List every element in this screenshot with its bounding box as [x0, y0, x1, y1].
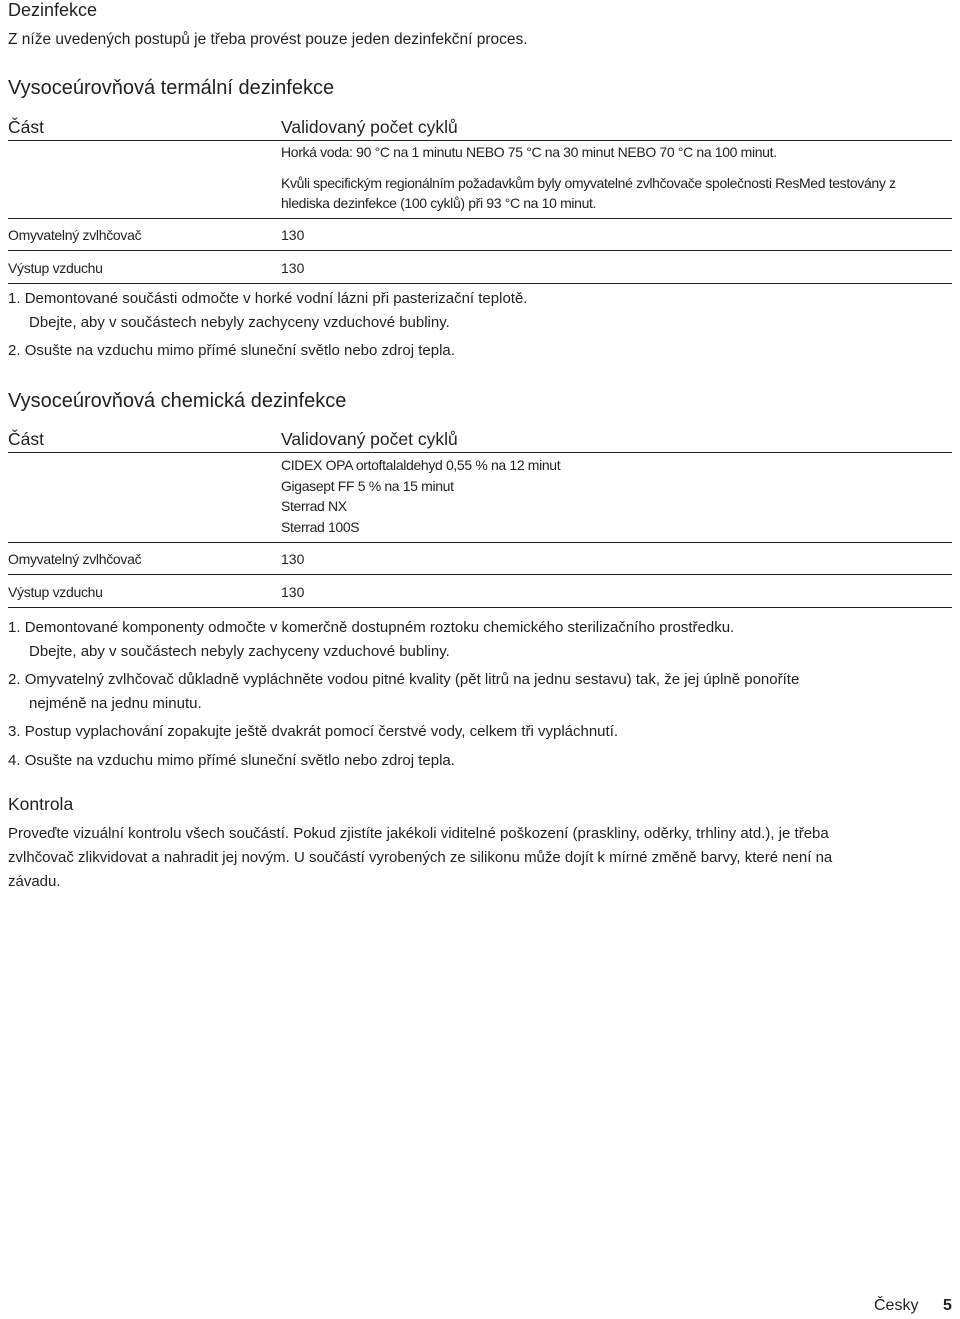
- step-number: 4. Osušte na vzduchu mimo přímé sluneční světlo nebo zdroj tepla.: [8, 752, 455, 769]
- chemical-table-divider: [8, 452, 952, 453]
- thermal-cycles-note: hlediska dezinfekce (100 cyklů) při 93 °C na 10 minut.: [281, 195, 597, 211]
- table-row-cycles: 130: [281, 584, 305, 600]
- table-row-part: Výstup vzduchu: [8, 260, 103, 276]
- step-number: 1. Demontované komponenty odmočte v komerčně dostupném roztoku chemického sterilizačního prostředku.: [8, 619, 735, 636]
- table-row-part: Omyvatelný zvlhčovač: [8, 551, 142, 567]
- step-text-continued: Dbejte, aby v součástech nebyly zachyceny vzduchové bubliny.: [29, 643, 450, 660]
- thermal-col-part: Část: [8, 117, 44, 137]
- chemical-table-divider: [8, 574, 952, 575]
- footer-page-number: 5: [943, 1297, 952, 1314]
- thermal-table-divider: [8, 250, 952, 251]
- inspection-text: Proveďte vizuální kontrolu všech součástí. Pokud zjistíte jakékoli viditelné poškození (praskliny, oděrky, trhliny atd.), je třeba: [8, 825, 829, 842]
- step-number: 2. Osušte na vzduchu mimo přímé sluneční světlo nebo zdroj tepla.: [8, 342, 455, 359]
- table-row-cycles: 130: [281, 260, 305, 276]
- table-row-part: Omyvatelný zvlhčovač: [8, 227, 142, 243]
- chemical-cycles-note: Gigasept FF 5 % na 15 minut: [281, 478, 454, 494]
- table-row-cycles: 130: [281, 227, 305, 243]
- step-number: 3. Postup vyplachování zopakujte ještě dvakrát pomocí čerstvé vody, celkem tři vypláchnutí.: [8, 723, 619, 740]
- chemical-cycles-note: Sterrad NX: [281, 498, 347, 514]
- footer-language: Česky: [874, 1297, 919, 1314]
- step-text-continued: nejméně na jednu minutu.: [29, 695, 202, 712]
- inspection-text: závadu.: [8, 873, 61, 890]
- section-title-disinfection: Dezinfekce: [8, 0, 98, 20]
- section-title-thermal: Vysoceúrovňová termální dezinfekce: [8, 77, 335, 99]
- section-title-chemical: Vysoceúrovňová chemická dezinfekce: [8, 390, 347, 412]
- thermal-table-divider: [8, 283, 952, 284]
- disinfection-intro: Z níže uvedených postupů je třeba provést pouze jeden dezinfekční proces.: [8, 31, 528, 48]
- chemical-col-cycles: Validovaný počet cyklů: [281, 429, 458, 449]
- thermal-table-divider: [8, 140, 952, 141]
- table-row-part: Výstup vzduchu: [8, 584, 103, 600]
- chemical-cycles-note: Sterrad 100S: [281, 519, 360, 535]
- chemical-cycles-note: CIDEX OPA ortoftalaldehyd 0,55 % na 12 minut: [281, 457, 561, 473]
- table-row-cycles: 130: [281, 551, 305, 567]
- inspection-text: zvlhčovač zlikvidovat a nahradit jej novým. U součástí vyrobených ze silikonu může dojít k mírné změně barvy, které není na: [8, 849, 833, 866]
- step-text-continued: Dbejte, aby v součástech nebyly zachyceny vzduchové bubliny.: [29, 314, 450, 331]
- thermal-cycles-note: Horká voda: 90 °C na 1 minutu NEBO 75 °C na 30 minut NEBO 70 °C na 100 minut.: [281, 144, 777, 160]
- thermal-table-divider: [8, 218, 952, 219]
- thermal-col-cycles: Validovaný počet cyklů: [281, 117, 458, 137]
- chemical-col-part: Část: [8, 429, 44, 449]
- thermal-cycles-note: Kvůli specifickým regionálním požadavkům byly omyvatelné zvlhčovače společnosti ResMed testovány z: [281, 175, 896, 191]
- chemical-table-divider: [8, 607, 952, 608]
- step-number: 1. Demontované součásti odmočte v horké vodní lázni při pasterizační teplotě.: [8, 290, 528, 307]
- step-number: 2. Omyvatelný zvlhčovač důkladně vypláchněte vodou pitné kvality (pět litrů na jednu sestavu) tak, že jej úplně ponoříte: [8, 671, 800, 688]
- section-title-inspection: Kontrola: [8, 794, 74, 814]
- chemical-table-divider: [8, 542, 952, 543]
